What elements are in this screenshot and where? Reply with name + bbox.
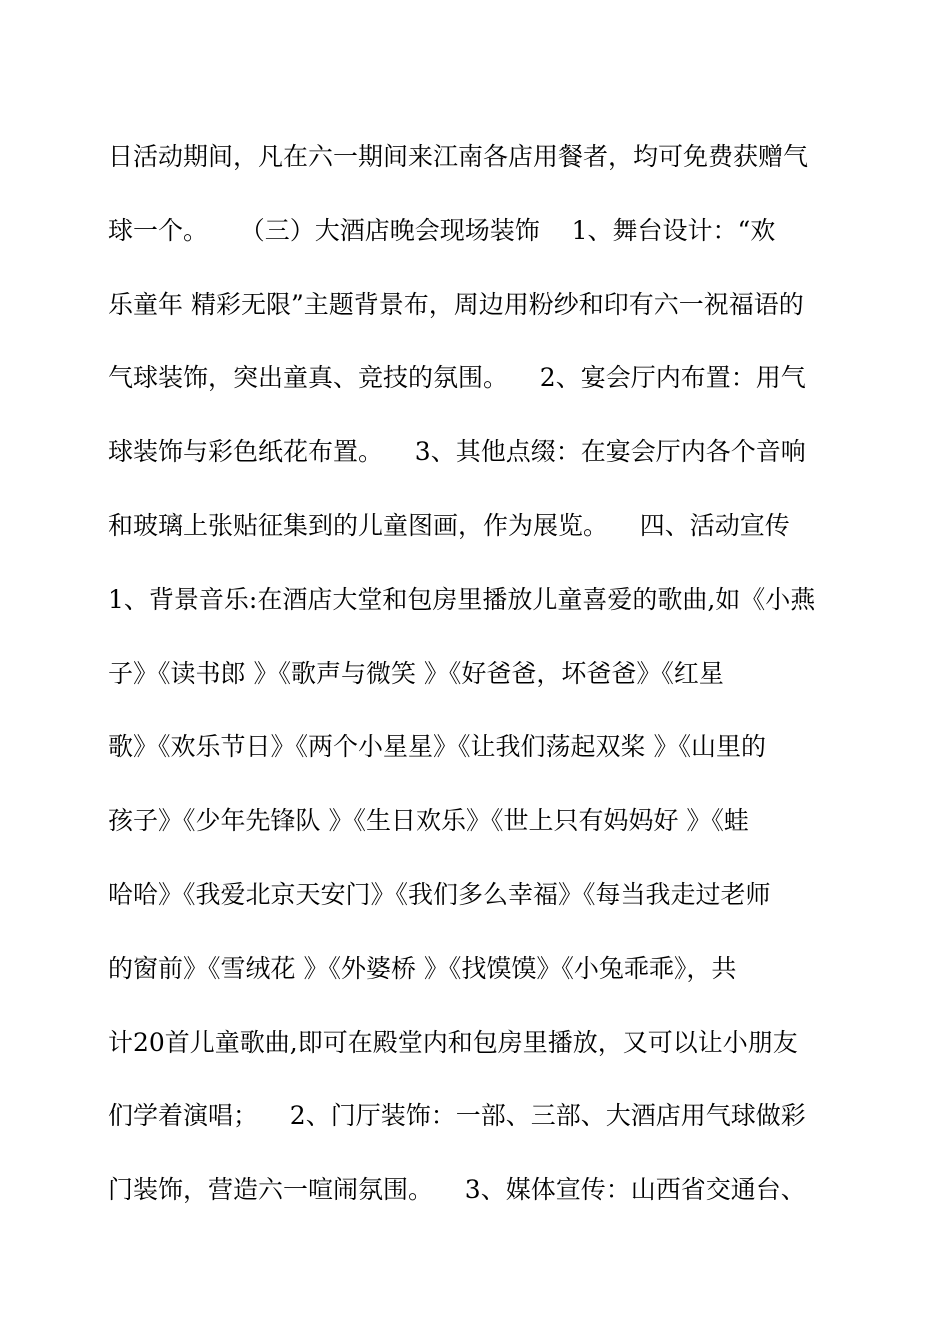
text-line: 球装饰与彩色纸花布置。 3、其他点缀：在宴会厅内各个音响 <box>108 437 806 467</box>
text-line: 乐童年 精彩无限”主题背景布，周边用粉纱和印有六一祝福语的 <box>108 289 804 319</box>
text-line: 日活动期间，凡在六一期间来江南各店用餐者，均可免费获赠气 <box>108 142 809 171</box>
text-line: 子》《读书郎 》《歌声与微笑 》《好爸爸，坏爸爸》《红星 <box>108 658 724 688</box>
text-line: 们学着演唱； 2、门厅装饰：一部、三部、大酒店用气球做彩 <box>108 1101 806 1131</box>
text-line: 和玻璃上张贴征集到的儿童图画，作为展览。 四、活动宣传 <box>108 510 790 540</box>
text-line: 1、背景音乐:在酒店大堂和包房里播放儿童喜爱的歌曲,如《小燕 <box>108 584 816 614</box>
text-line: 歌》《欢乐节日》《两个小星星》《让我们荡起双桨 》《山里的 <box>108 732 766 762</box>
text-line: 计20首儿童歌曲,即可在殿堂内和包房里播放，又可以让小朋友 <box>108 1027 798 1057</box>
text-line: 球一个。 （三）大酒店晚会现场装饰 1、舞台设计：“欢 <box>108 215 776 245</box>
text-line: 门装饰，营造六一喧闹氛围。 3、媒体宣传：山西省交通台、 <box>108 1175 806 1205</box>
text-line: 哈哈》《我爱北京天安门》《我们多么幸福》《每当我走过老师 <box>108 879 771 909</box>
text-line: 的窗前》《雪绒花 》《外婆桥 》《找馍馍》《小兔乖乖》，共 <box>108 953 737 983</box>
body-text <box>108 120 848 1227</box>
text-line: 孩子》《少年先锋队 》《生日欢乐》《世上只有妈妈好 》《蛙 <box>108 806 749 836</box>
text-line: 气球装饰，突出童真、竞技的氛围。 2、宴会厅内布置：用气 <box>108 363 806 393</box>
